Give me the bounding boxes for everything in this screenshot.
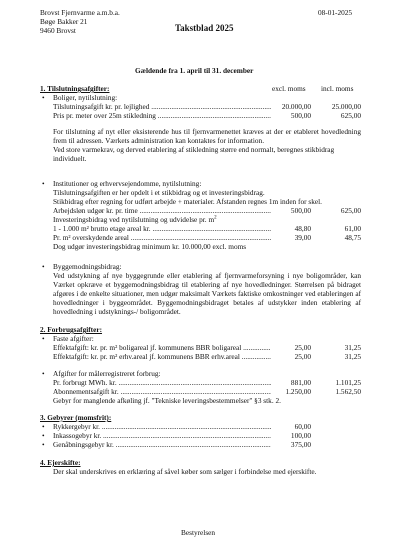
- footer-signature: Bestyrelsen: [181, 528, 216, 537]
- institution-label: Institutioner og erhvervsejendomme, nytilslutning:: [53, 179, 202, 188]
- bullet-icon: •: [42, 262, 45, 271]
- column-incl-moms: incl. moms: [321, 84, 354, 93]
- bullet-icon: •: [42, 431, 45, 440]
- bullet-icon: •: [42, 440, 45, 449]
- byggemodning-paragraph: Ved udstykning af nye byggegrunde eller etablering af fjernvarmeforsyning i nye boligområder, kan Værket opkræve et byggemodningsbidrag til etablering af nye hovedledninger. Størrelsen på bidraget afgøres i de enkelte situationer, men udgør maksimalt Værkets faktiske omkostninger ved etableringen af hovedledninger i byggeområdet. Byggemodningsbidraget betales af udstykker inden etablering af hovedledning i udstyknings-/ boligområdet.: [53, 271, 361, 316]
- price-row: Pr. m² overskydende areal ..... 39,00 48,75: [53, 233, 361, 242]
- section-3-heading: 3. Gebyrer (momsfrit):: [40, 413, 112, 422]
- bullet-icon: •: [42, 422, 45, 431]
- section-4-heading: 4. Ejerskifte:: [40, 458, 81, 467]
- document-title: Takstblad 2025: [175, 23, 234, 33]
- price-row: Tilslutningsafgift kr. pr. lejlighed ..... 20.000,00 25.000,00: [53, 102, 361, 111]
- gebyr-line: Gebyr for manglende afkøling jf. "Tekniske leveringsbestemmelser" §3 stk. 2.: [53, 396, 281, 405]
- price-row: Effektafgift: kr. pr. m² erhv.areal jf. kommunens BBR erhv.areal ..... 25,00 31,25: [53, 352, 361, 361]
- ejerskifte-text: Der skal underskrives en erklæring af såvel køber som sælger i forbindelse med ejerskifte.: [53, 467, 317, 476]
- bullet-icon: •: [42, 93, 45, 102]
- company-name: Brovst Fjernvarme a.m.b.a.: [40, 8, 120, 17]
- price-row: Pr. forbrugt MWh. kr. ..... 881,00 1.101,25: [53, 378, 361, 387]
- maaler-label: Afgifter for målerregistreret forbrug:: [53, 369, 161, 378]
- column-excl-moms: excl. moms: [272, 84, 306, 93]
- section-2-heading: 2. Forbrugsafgifter:: [40, 325, 103, 334]
- validity-line: Gældende fra 1. april til 31. december: [135, 66, 254, 75]
- byggemodning-label: Byggemodningsbidrag:: [53, 262, 122, 271]
- company-city: 9460 Brovst: [40, 26, 76, 35]
- stikbidrag-paragraph: Ved store varmekrav, og derved etablering af stikledning større end normalt, beregnes stikbidrag individuelt.: [53, 145, 335, 163]
- institution-line-1: Tilslutningsafgiften er her opdelt i et stikbidrag og et investeringsbidrag.: [53, 188, 265, 197]
- investment-line: Investeringsbidrag ved nytilslutning og udvidelse pr. $m^2$: [53, 215, 217, 224]
- price-row: Arbejdsløn udgør kr. pr. time ..... 500,00 625,00: [53, 206, 361, 215]
- boliger-label: Boliger, nytilslutning:: [53, 93, 118, 102]
- price-row: Pris pr. meter over 25m stikledning ..... 500,00 625,00: [53, 111, 361, 120]
- fee-row: Rykkergebyr kr. ..... 60,00: [53, 422, 311, 431]
- boliger-paragraph: For tilslutning af nyt eller eksisterende hus til fjernvarmenettet kræves at der er etableret hovedledning frem til adressen. Værkets administration kan kontaktes for information.: [53, 127, 361, 145]
- faste-afgifter-label: Faste afgifter:: [53, 334, 94, 343]
- institution-line-2: Stikbidrag efter regning for udført arbejde + materialer. Afstanden regnes 1m inden for skel.: [53, 197, 322, 206]
- fee-row: Genåbningsgebyr kr. ..... 375,00: [53, 440, 311, 449]
- company-street: Bøge Bakker 21: [40, 17, 88, 26]
- bullet-icon: •: [42, 369, 45, 378]
- price-row: 1 - 1.000 m² brutto etage areal kr. ..... 48,80 61,00: [53, 224, 361, 233]
- fee-row: Inkassogebyr kr. ..... 100,00: [53, 431, 311, 440]
- bullet-icon: •: [42, 334, 45, 343]
- price-row: Effektafgift: kr. pr. m² boligareal jf. kommunens BBR boligareal ..... 25,00 31,25: [53, 343, 361, 352]
- price-row: Abonnementsafgift kr. ..... 1.250,00 1.562,50: [53, 387, 361, 396]
- bullet-icon: •: [42, 179, 45, 188]
- document-date: 08-01-2025: [318, 8, 353, 17]
- section-1-heading: 1. Tilslutningsafgifter:: [40, 84, 110, 93]
- minimum-line: Dog udgør investeringsbidrag minimum kr. 10.000,00 excl. moms: [53, 242, 247, 251]
